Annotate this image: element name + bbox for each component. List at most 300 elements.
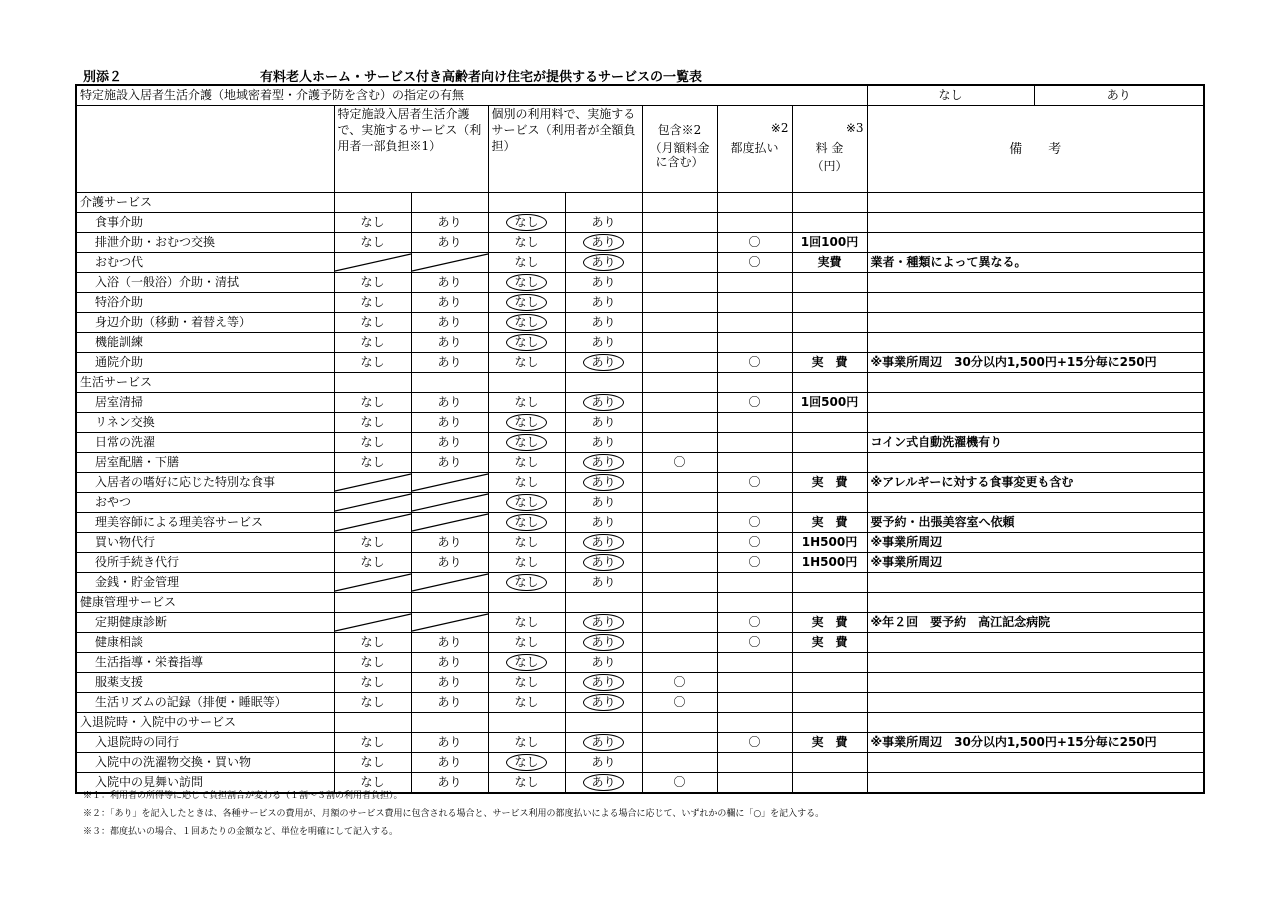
individual-yes [565, 353, 642, 373]
individual-none [488, 433, 565, 453]
header-per-use-note: ※2 [770, 121, 789, 135]
specified-none: なし [334, 653, 411, 673]
included-mark [642, 513, 717, 533]
service-row [76, 673, 1204, 693]
included-mark [642, 353, 717, 373]
service-name: 日常の洗濯 [76, 433, 334, 453]
specified-none: なし [334, 213, 411, 233]
header-fee-unit: （円） [811, 159, 848, 173]
service-name: 役所手続き代行 [76, 553, 334, 573]
header-individual: 個別の利用料で、実施するサービス（利用者が全額負担） [488, 106, 642, 193]
circled-yes: あり [583, 354, 623, 371]
empty-cell [792, 713, 867, 733]
included-mark [642, 613, 717, 633]
specified-none: なし [334, 733, 411, 753]
remark-text: 業者・種類によって異なる。 [867, 253, 1204, 273]
circled-yes: あり [583, 674, 623, 691]
per-use-mark [717, 273, 792, 293]
category-row [76, 373, 1204, 393]
not-applicable-cell [334, 513, 411, 533]
specified-none: なし [334, 273, 411, 293]
specified-none: なし [334, 233, 411, 253]
remark-text: ※事業所周辺 [867, 553, 1204, 573]
service-row [76, 493, 1204, 513]
specified-none: なし [334, 773, 411, 794]
header-included-label: 包含※2 [657, 123, 702, 137]
per-use-mark: 〇 [717, 393, 792, 413]
specified-none: なし [334, 453, 411, 473]
not-applicable-cell [411, 473, 488, 493]
included-mark [642, 293, 717, 313]
included-mark [642, 253, 717, 273]
empty-cell [488, 713, 565, 733]
individual-yes [565, 553, 642, 573]
service-row [76, 513, 1204, 533]
empty-cell [867, 373, 1204, 393]
remark-text: 要予約・出張美容室へ依頼 [867, 513, 1204, 533]
individual-yes [565, 773, 642, 794]
circled-none: なし [506, 314, 546, 331]
empty-cell [867, 193, 1204, 213]
footnote-2: ※２：「あり」を記入したときは、各種サービスの費用が、月額のサービス費用に包含される場合と、サービス利用の都度払いによる場合に応じて、いずれかの欄に「○」を記入する。 [83, 809, 825, 819]
specified-yes: あり [411, 533, 488, 553]
document-header [83, 66, 1200, 86]
specified-yes: あり [411, 213, 488, 233]
service-name: 生活指導・栄養指導 [76, 653, 334, 673]
specified-yes: あり [411, 673, 488, 693]
per-use-mark: 〇 [717, 633, 792, 653]
fee-value: 実 費 [792, 353, 867, 373]
per-use-mark: 〇 [717, 253, 792, 273]
service-name: 入院中の洗濯物交換・買い物 [76, 753, 334, 773]
empty-cell [717, 193, 792, 213]
service-name: 理美容師による理美容サービス [76, 513, 334, 533]
fee-value: 実費 [792, 253, 867, 273]
remark-text: ※年２回 要予約 高江記念病院 [867, 613, 1204, 633]
individual-none: なし [488, 553, 565, 573]
per-use-mark [717, 213, 792, 233]
included-mark [642, 553, 717, 573]
remark-text: ※事業所周辺 [867, 533, 1204, 553]
circled-yes: あり [583, 694, 623, 711]
fee-value [792, 773, 867, 794]
individual-yes: あり [565, 433, 642, 453]
service-name: 金銭・貯金管理 [76, 573, 334, 593]
empty-cell [792, 593, 867, 613]
circled-yes: あり [583, 774, 623, 791]
fee-value: 実 費 [792, 513, 867, 533]
empty-cell [334, 713, 411, 733]
service-name: 居室配膳・下膳 [76, 453, 334, 473]
fee-value [792, 653, 867, 673]
service-name: 買い物代行 [76, 533, 334, 553]
service-row [76, 433, 1204, 453]
service-name: 生活リズムの記録（排便・睡眠等） [76, 693, 334, 713]
included-mark: 〇 [642, 453, 717, 473]
not-applicable-cell [411, 253, 488, 273]
individual-yes: あり [565, 513, 642, 533]
included-mark [642, 313, 717, 333]
circled-yes: あり [583, 454, 623, 471]
circled-yes: あり [583, 474, 623, 491]
remark-text: ※事業所周辺 30分以内1,500円+15分毎に250円 [867, 353, 1204, 373]
individual-none: なし [488, 353, 565, 373]
individual-none [488, 313, 565, 333]
footnote-1: ※１：利用者の所得等に応じて負担割合が変わる（１割～３割の利用者負担）。 [83, 791, 403, 801]
category-name: 入退院時・入院中のサービス [76, 713, 334, 733]
included-mark: 〇 [642, 673, 717, 693]
header-specified: 特定施設入居者生活介護で、実施するサービス（利用者一部負担※1） [334, 106, 488, 193]
service-table [75, 84, 1205, 794]
fee-value [792, 693, 867, 713]
category-name: 介護サービス [76, 193, 334, 213]
per-use-mark [717, 453, 792, 473]
specified-yes: あり [411, 733, 488, 753]
not-applicable-cell [411, 513, 488, 533]
per-use-mark [717, 333, 792, 353]
specified-yes: あり [411, 433, 488, 453]
circled-none: なし [506, 214, 546, 231]
per-use-mark: 〇 [717, 233, 792, 253]
per-use-mark [717, 753, 792, 773]
specified-none: なし [334, 333, 411, 353]
included-mark [642, 393, 717, 413]
service-row [76, 353, 1204, 373]
circled-none: なし [506, 494, 546, 511]
included-mark [642, 653, 717, 673]
remark-text [867, 233, 1204, 253]
header-fee [792, 106, 867, 193]
individual-none: なし [488, 253, 565, 273]
per-use-mark [717, 573, 792, 593]
service-row [76, 733, 1204, 753]
individual-yes [565, 393, 642, 413]
specified-yes: あり [411, 293, 488, 313]
remark-text [867, 573, 1204, 593]
service-name: 通院介助 [76, 353, 334, 373]
per-use-mark [717, 673, 792, 693]
individual-yes: あり [565, 213, 642, 233]
individual-yes: あり [565, 293, 642, 313]
individual-none: なし [488, 633, 565, 653]
service-row [76, 253, 1204, 273]
included-mark [642, 633, 717, 653]
empty-cell [867, 593, 1204, 613]
fee-value [792, 313, 867, 333]
per-use-mark: 〇 [717, 513, 792, 533]
fee-value [792, 213, 867, 233]
individual-yes: あり [565, 333, 642, 353]
per-use-mark: 〇 [717, 533, 792, 553]
circled-none: なし [506, 654, 546, 671]
circled-none: なし [506, 514, 546, 531]
individual-none: なし [488, 673, 565, 693]
not-applicable-cell [411, 573, 488, 593]
header-blank [76, 106, 334, 193]
individual-yes: あり [565, 573, 642, 593]
service-row [76, 553, 1204, 573]
individual-yes [565, 253, 642, 273]
remark-text [867, 693, 1204, 713]
included-mark [642, 413, 717, 433]
fee-value: 1回100円 [792, 233, 867, 253]
specified-none: なし [334, 673, 411, 693]
remark-text [867, 673, 1204, 693]
remark-text [867, 653, 1204, 673]
individual-yes: あり [565, 653, 642, 673]
individual-none: なし [488, 733, 565, 753]
per-use-mark [717, 293, 792, 313]
per-use-mark: 〇 [717, 733, 792, 753]
individual-yes: あり [565, 493, 642, 513]
per-use-mark [717, 773, 792, 794]
specified-yes: あり [411, 353, 488, 373]
designation-yes: あり [1034, 85, 1204, 106]
service-name: 服薬支援 [76, 673, 334, 693]
included-mark: 〇 [642, 773, 717, 794]
individual-none [488, 413, 565, 433]
category-name: 生活サービス [76, 373, 334, 393]
remark-text [867, 773, 1204, 794]
empty-cell [488, 373, 565, 393]
per-use-mark [717, 653, 792, 673]
individual-none: なし [488, 533, 565, 553]
empty-cell [565, 373, 642, 393]
service-row [76, 413, 1204, 433]
fee-value: 1H500円 [792, 533, 867, 553]
individual-none [488, 493, 565, 513]
specified-none: なし [334, 293, 411, 313]
remark-text [867, 313, 1204, 333]
remark-text: ※アレルギーに対する食事変更も含む [867, 473, 1204, 493]
individual-none [488, 513, 565, 533]
service-row [76, 453, 1204, 473]
remark-text: コイン式自動洗濯機有り [867, 433, 1204, 453]
remark-text [867, 213, 1204, 233]
service-name: 排泄介助・おむつ交換 [76, 233, 334, 253]
circled-yes: あり [583, 614, 623, 631]
specified-yes: あり [411, 633, 488, 653]
individual-none: なし [488, 453, 565, 473]
service-name: 健康相談 [76, 633, 334, 653]
service-row [76, 313, 1204, 333]
individual-none: なし [488, 693, 565, 713]
fee-value: 実 費 [792, 613, 867, 633]
service-row [76, 293, 1204, 313]
service-row [76, 633, 1204, 653]
annex-label: 別添２ [83, 70, 123, 85]
specified-yes: あり [411, 393, 488, 413]
included-mark [642, 433, 717, 453]
not-applicable-cell [334, 493, 411, 513]
fee-value: 1H500円 [792, 553, 867, 573]
included-mark [642, 753, 717, 773]
not-applicable-cell [411, 613, 488, 633]
remark-text [867, 453, 1204, 473]
designation-row [76, 85, 1204, 106]
empty-cell [334, 373, 411, 393]
included-mark [642, 473, 717, 493]
empty-cell [411, 373, 488, 393]
per-use-mark: 〇 [717, 553, 792, 573]
empty-cell [334, 193, 411, 213]
category-row [76, 593, 1204, 613]
service-name: 特浴介助 [76, 293, 334, 313]
empty-cell [642, 373, 717, 393]
individual-yes [565, 473, 642, 493]
empty-cell [411, 593, 488, 613]
per-use-mark: 〇 [717, 353, 792, 373]
category-row [76, 193, 1204, 213]
circled-yes: あり [583, 394, 623, 411]
fee-value [792, 293, 867, 313]
not-applicable-cell [334, 473, 411, 493]
individual-none: なし [488, 233, 565, 253]
service-row [76, 693, 1204, 713]
specified-yes: あり [411, 273, 488, 293]
empty-cell [792, 193, 867, 213]
specified-none: なし [334, 433, 411, 453]
service-name: おやつ [76, 493, 334, 513]
not-applicable-cell [334, 613, 411, 633]
category-name: 健康管理サービス [76, 593, 334, 613]
individual-yes [565, 613, 642, 633]
individual-yes [565, 533, 642, 553]
individual-yes [565, 233, 642, 253]
fee-value [792, 673, 867, 693]
not-applicable-cell [334, 573, 411, 593]
per-use-mark [717, 493, 792, 513]
specified-none: なし [334, 553, 411, 573]
circled-yes: あり [583, 734, 623, 751]
specified-yes: あり [411, 333, 488, 353]
specified-yes: あり [411, 453, 488, 473]
fee-value: 実 費 [792, 473, 867, 493]
empty-cell [565, 593, 642, 613]
designation-none: なし [867, 85, 1034, 106]
specified-none: なし [334, 533, 411, 553]
not-applicable-cell [334, 253, 411, 273]
fee-value [792, 493, 867, 513]
individual-yes: あり [565, 753, 642, 773]
empty-cell [488, 193, 565, 213]
individual-yes [565, 633, 642, 653]
fee-value: 1回500円 [792, 393, 867, 413]
service-name: 入院中の見舞い訪問 [76, 773, 334, 794]
empty-cell [867, 713, 1204, 733]
individual-yes [565, 733, 642, 753]
remark-text [867, 393, 1204, 413]
service-name: 定期健康診断 [76, 613, 334, 633]
specified-yes: あり [411, 313, 488, 333]
remark-text [867, 413, 1204, 433]
category-row [76, 713, 1204, 733]
individual-none: なし [488, 773, 565, 794]
individual-yes: あり [565, 413, 642, 433]
fee-value [792, 753, 867, 773]
specified-none: なし [334, 753, 411, 773]
remark-text [867, 633, 1204, 653]
individual-none: なし [488, 393, 565, 413]
circled-none: なし [506, 294, 546, 311]
included-mark [642, 493, 717, 513]
header-per-use [717, 106, 792, 193]
specified-none: なし [334, 413, 411, 433]
remark-text [867, 273, 1204, 293]
service-name: 入浴（一般浴）介助・清拭 [76, 273, 334, 293]
fee-value [792, 273, 867, 293]
service-row [76, 273, 1204, 293]
specified-none: なし [334, 393, 411, 413]
circled-yes: あり [583, 534, 623, 551]
specified-yes: あり [411, 693, 488, 713]
per-use-mark [717, 693, 792, 713]
included-mark [642, 333, 717, 353]
empty-cell [411, 713, 488, 733]
individual-none [488, 273, 565, 293]
individual-none [488, 753, 565, 773]
service-row [76, 653, 1204, 673]
included-mark [642, 573, 717, 593]
header-remarks: 備 考 [867, 106, 1204, 193]
service-name: 入退院時の同行 [76, 733, 334, 753]
service-row [76, 473, 1204, 493]
specified-none: なし [334, 313, 411, 333]
specified-yes: あり [411, 753, 488, 773]
circled-yes: あり [583, 634, 623, 651]
included-mark [642, 213, 717, 233]
circled-yes: あり [583, 554, 623, 571]
individual-none: なし [488, 613, 565, 633]
service-row [76, 213, 1204, 233]
specified-yes: あり [411, 773, 488, 794]
included-mark: 〇 [642, 693, 717, 713]
per-use-mark [717, 433, 792, 453]
individual-none: なし [488, 473, 565, 493]
service-row [76, 393, 1204, 413]
individual-yes [565, 453, 642, 473]
empty-cell [717, 593, 792, 613]
service-row [76, 233, 1204, 253]
service-name: 入居者の嗜好に応じた特別な食事 [76, 473, 334, 493]
empty-cell [792, 373, 867, 393]
remark-text [867, 753, 1204, 773]
per-use-mark [717, 413, 792, 433]
circled-none: なし [506, 574, 546, 591]
circled-yes: あり [583, 254, 623, 271]
empty-cell [565, 713, 642, 733]
remark-text [867, 333, 1204, 353]
per-use-mark: 〇 [717, 473, 792, 493]
service-name: 食事介助 [76, 213, 334, 233]
empty-cell [642, 713, 717, 733]
individual-yes: あり [565, 273, 642, 293]
specified-none: なし [334, 693, 411, 713]
fee-value: 実 費 [792, 633, 867, 653]
service-name: 機能訓練 [76, 333, 334, 353]
service-name: 居室清掃 [76, 393, 334, 413]
circled-none: なし [506, 274, 546, 291]
header-fee-note: ※3 [845, 121, 864, 135]
included-mark [642, 273, 717, 293]
included-mark [642, 233, 717, 253]
included-mark [642, 533, 717, 553]
service-name: リネン交換 [76, 413, 334, 433]
service-name: おむつ代 [76, 253, 334, 273]
circled-none: なし [506, 414, 546, 431]
document-title: 有料老人ホーム・サービス付き高齢者向け住宅が提供するサービスの一覧表 [260, 70, 703, 85]
footnote-3: ※３：都度払いの場合、１回あたりの金額など、単位を明確にして記入する。 [83, 827, 399, 837]
